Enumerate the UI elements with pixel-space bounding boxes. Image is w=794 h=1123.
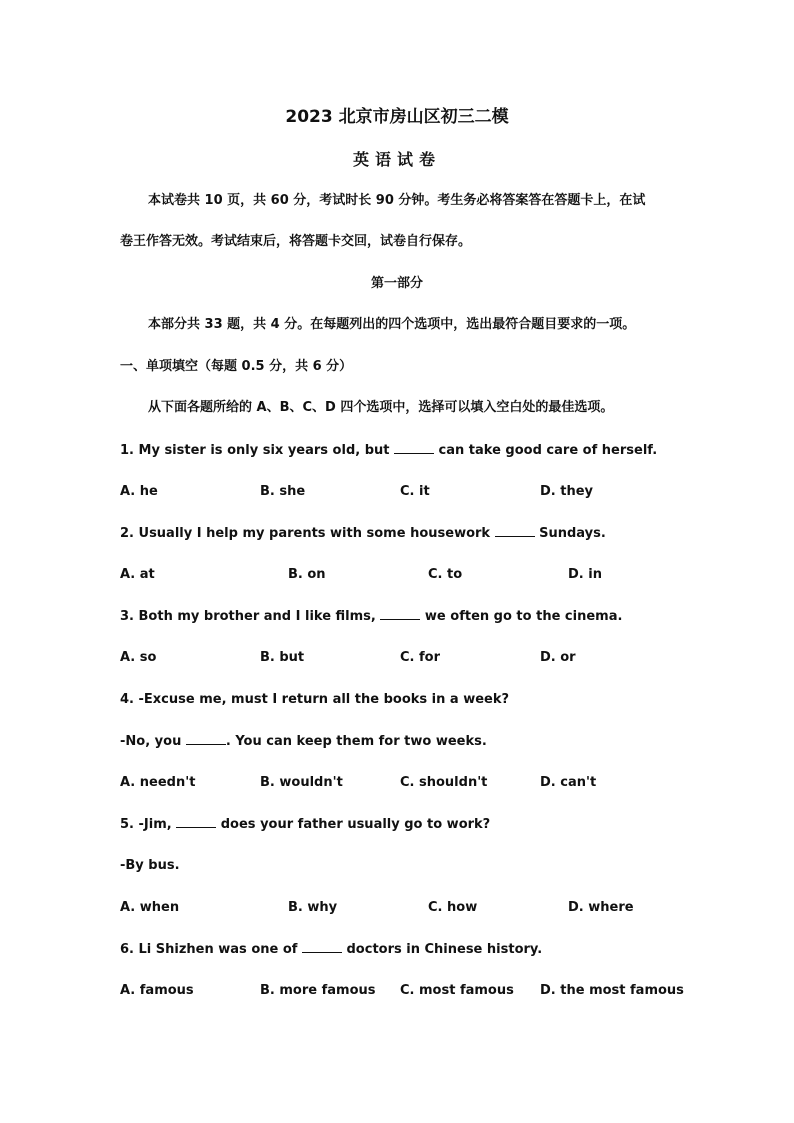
option-c: C. it — [400, 484, 430, 499]
option-c: C. shouldn't — [400, 775, 488, 790]
question-stem-text: -No, you — [120, 734, 182, 749]
intro-text-line2: 卷王作答无效。考试结束后，将答题卡交回，试卷自行保存。 — [120, 234, 472, 249]
question-6-stem — [120, 940, 542, 959]
option-b: B. more famous — [260, 983, 376, 998]
answer-blank — [302, 940, 342, 953]
question-stem-text: Sundays. — [539, 526, 606, 541]
option-c: C. to — [428, 567, 463, 582]
question-2-stem — [120, 524, 606, 543]
option-b: B. why — [288, 900, 338, 915]
option-c: C. for — [400, 650, 441, 665]
option-a: A. famous — [120, 983, 194, 998]
section-instructions: 从下面各题所给的 A、B、C、D 四个选项中，选择可以填入空白处的最佳选项。 — [148, 400, 614, 415]
option-a: A. needn't — [120, 775, 196, 790]
question-stem-text: 6. Li Shizhen was one of — [120, 942, 298, 957]
question-stem-text: 5. -Jim, — [120, 817, 172, 832]
question-stem-text: we often go to the cinema. — [424, 609, 623, 624]
question-stem-text: doctors in Chinese history. — [346, 942, 543, 957]
option-b: B. wouldn't — [260, 775, 343, 790]
question-stem-text: . You can keep them for two weeks. — [225, 734, 487, 749]
exam-subtitle: 英语试卷 — [352, 150, 441, 169]
option-a: A. so — [120, 650, 157, 665]
question-stem-text: does your father usually go to work? — [220, 817, 491, 832]
question-stem-text: can take good care of herself. — [438, 443, 658, 458]
option-b: B. she — [260, 484, 306, 499]
question-stem-text: 2. Usually I help my parents with some housework — [120, 526, 491, 541]
question-5-answer-line: -By bus. — [120, 858, 180, 873]
exam-title: 2023 北京市房山区初三二模 — [285, 107, 509, 127]
question-stem-text: 3. Both my brother and I like films, — [120, 609, 376, 624]
option-d: D. where — [568, 900, 634, 915]
question-3-stem — [120, 607, 622, 626]
question-5-stem — [120, 815, 490, 834]
option-a: A. when — [120, 900, 180, 915]
answer-blank — [186, 732, 226, 745]
part-instructions: 本部分共 33 题，共 4 分。在每题列出的四个选项中，选出最符合题目要求的一项。 — [148, 317, 636, 332]
option-a: A. at — [120, 567, 155, 582]
option-a: A. he — [120, 484, 158, 499]
intro-text-line1: 本试卷共 10 页，共 60 分，考试时长 90 分钟。考生务必将答案答在答题卡上，在试 — [148, 193, 646, 208]
answer-blank — [495, 524, 535, 537]
section-title: 一、单项填空（每题 0.5 分，共 6 分） — [120, 359, 353, 374]
answer-blank — [380, 607, 420, 620]
question-4-stem-line2 — [120, 732, 487, 751]
option-c: C. how — [428, 900, 478, 915]
option-d: D. or — [540, 650, 576, 665]
answer-blank — [176, 815, 216, 828]
question-1-stem — [120, 441, 657, 460]
option-b: B. but — [260, 650, 305, 665]
option-b: B. on — [288, 567, 326, 582]
option-d: D. in — [568, 567, 602, 582]
question-stem-text: 1. My sister is only six years old, but — [120, 443, 390, 458]
option-d: D. can't — [540, 775, 597, 790]
part-title: 第一部分 — [370, 276, 423, 291]
option-d: D. they — [540, 484, 594, 499]
question-4-stem-line1: 4. -Excuse me, must I return all the books in a week? — [120, 692, 510, 707]
answer-blank — [394, 441, 434, 454]
option-c: C. most famous — [400, 983, 514, 998]
option-d: D. the most famous — [540, 983, 684, 998]
